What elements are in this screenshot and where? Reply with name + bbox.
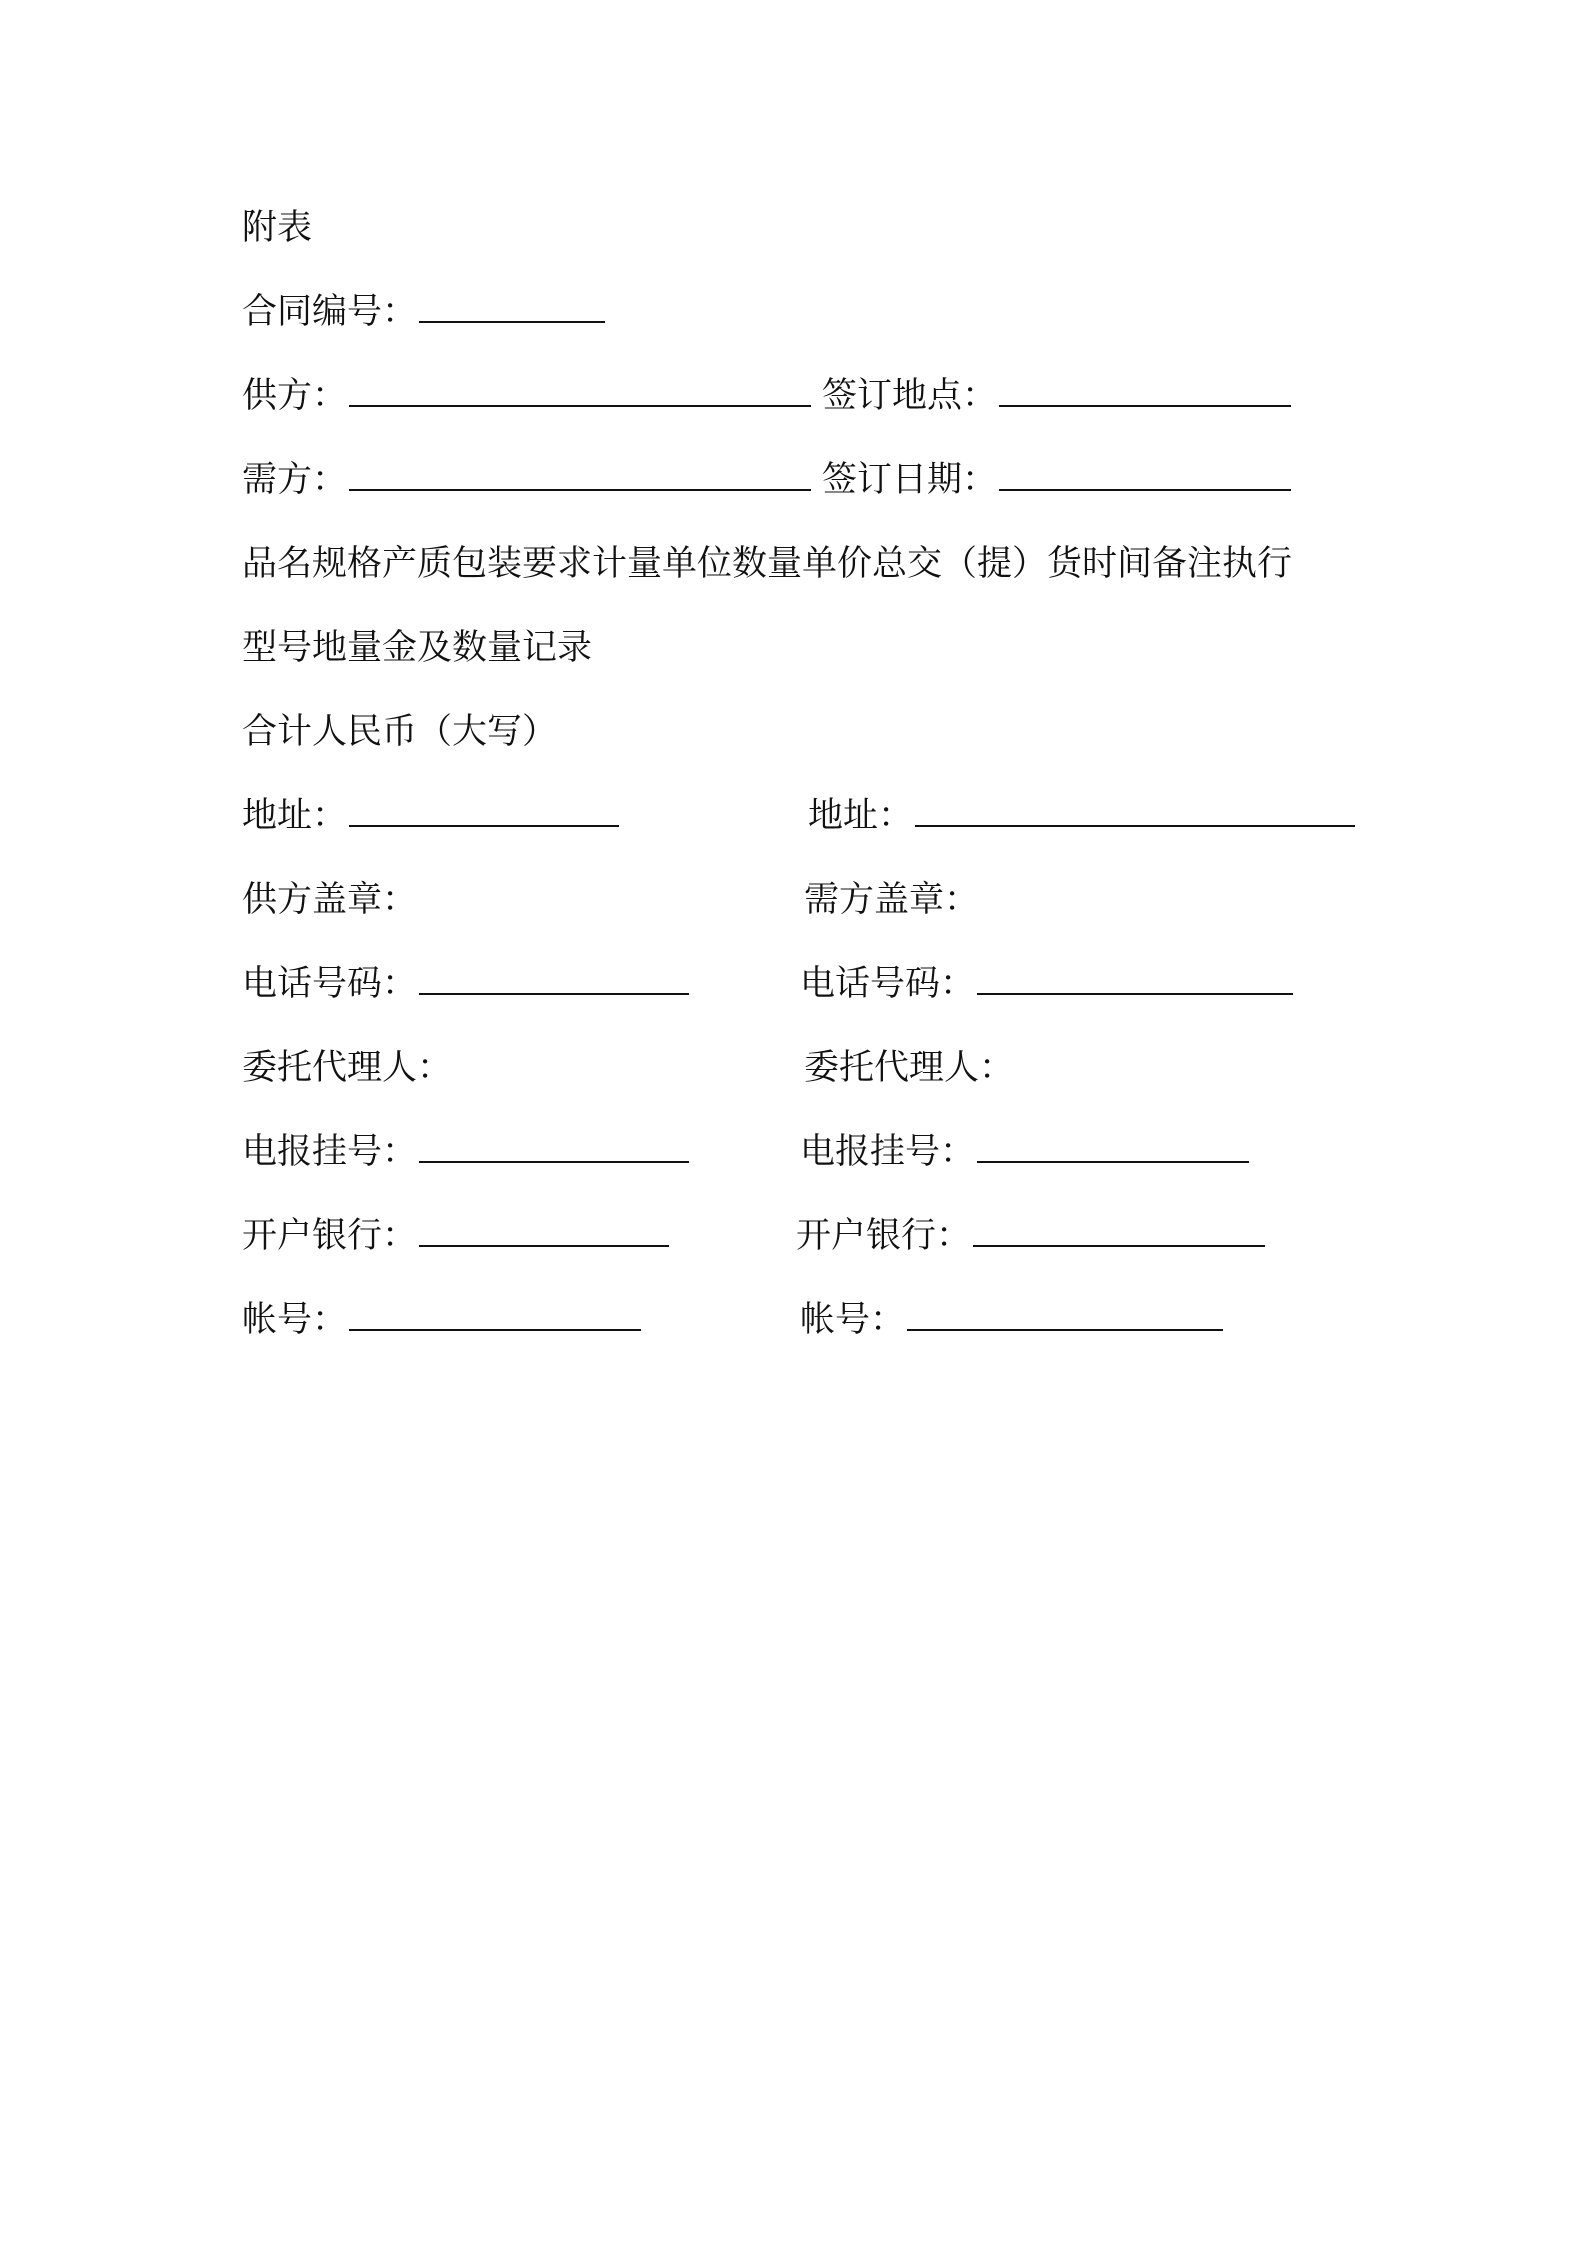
buyer-phone-blank[interactable] [977, 963, 1293, 995]
sign-date-blank[interactable] [999, 459, 1291, 491]
supplier-blank[interactable] [349, 375, 811, 407]
buyer-address-blank[interactable] [915, 795, 1355, 827]
supplier-agent-label: 委托代理人： [242, 1048, 453, 1088]
supplier-address-label: 地址： [242, 796, 348, 836]
buyer-row [242, 458, 811, 502]
supplier-label: 供方： [242, 376, 348, 416]
table-header-text-2: 型号地量金及数量记录 [242, 628, 593, 668]
supplier-stamp-row [242, 878, 417, 922]
supplier-account-blank[interactable] [349, 1299, 641, 1331]
buyer-stamp-label: 需方盖章： [804, 880, 980, 920]
buyer-telegraph-label: 电报挂号： [800, 1132, 976, 1172]
supplier-account-row [242, 1298, 641, 1342]
supplier-telegraph-label: 电报挂号： [242, 1132, 418, 1172]
sign-place-label: 签订地点： [822, 376, 998, 416]
buyer-telegraph-blank[interactable] [977, 1131, 1249, 1163]
buyer-phone-label: 电话号码： [800, 964, 976, 1004]
supplier-telegraph-blank[interactable] [419, 1131, 689, 1163]
supplier-phone-row [242, 962, 689, 1006]
buyer-blank[interactable] [349, 459, 811, 491]
supplier-bank-label: 开户银行： [242, 1216, 418, 1256]
title-text: 附表 [242, 208, 313, 248]
document-title [242, 206, 312, 250]
buyer-label: 需方： [242, 460, 348, 500]
supplier-bank-blank[interactable] [419, 1215, 669, 1247]
supplier-phone-blank[interactable] [419, 963, 689, 995]
buyer-address-label: 地址： [808, 796, 914, 836]
total-rmb-row [242, 710, 557, 754]
buyer-address-row [808, 794, 1355, 838]
buyer-account-row [800, 1298, 1223, 1342]
supplier-phone-label: 电话号码： [242, 964, 418, 1004]
buyer-agent-row [804, 1046, 1014, 1090]
supplier-bank-row [242, 1214, 669, 1258]
contract-number-row [242, 290, 605, 334]
buyer-stamp-row [804, 878, 979, 922]
buyer-telegraph-row [800, 1130, 1249, 1174]
table-header-line-1 [242, 542, 1292, 586]
buyer-bank-blank[interactable] [973, 1215, 1265, 1247]
supplier-agent-row [242, 1046, 452, 1090]
total-rmb-label: 合计人民币（大写） [242, 712, 558, 752]
table-header-line-2 [242, 626, 592, 670]
buyer-agent-label: 委托代理人： [804, 1048, 1015, 1088]
sign-place-row [822, 374, 1291, 418]
buyer-bank-row [796, 1214, 1265, 1258]
buyer-account-label: 帐号： [800, 1300, 906, 1340]
supplier-stamp-label: 供方盖章： [242, 880, 418, 920]
contract-number-blank[interactable] [419, 291, 605, 323]
buyer-bank-label: 开户银行： [796, 1216, 972, 1256]
table-header-text-1: 品名规格产质包装要求计量单位数量单价总交（提）货时间备注执行 [242, 544, 1293, 584]
supplier-address-row [242, 794, 619, 838]
supplier-telegraph-row [242, 1130, 689, 1174]
supplier-address-blank[interactable] [349, 795, 619, 827]
supplier-row [242, 374, 811, 418]
sign-date-label: 签订日期： [822, 460, 998, 500]
sign-place-blank[interactable] [999, 375, 1291, 407]
buyer-account-blank[interactable] [907, 1299, 1223, 1331]
supplier-account-label: 帐号： [242, 1300, 348, 1340]
buyer-phone-row [800, 962, 1293, 1006]
contract-number-label: 合同编号： [242, 292, 418, 332]
sign-date-row [822, 458, 1291, 502]
